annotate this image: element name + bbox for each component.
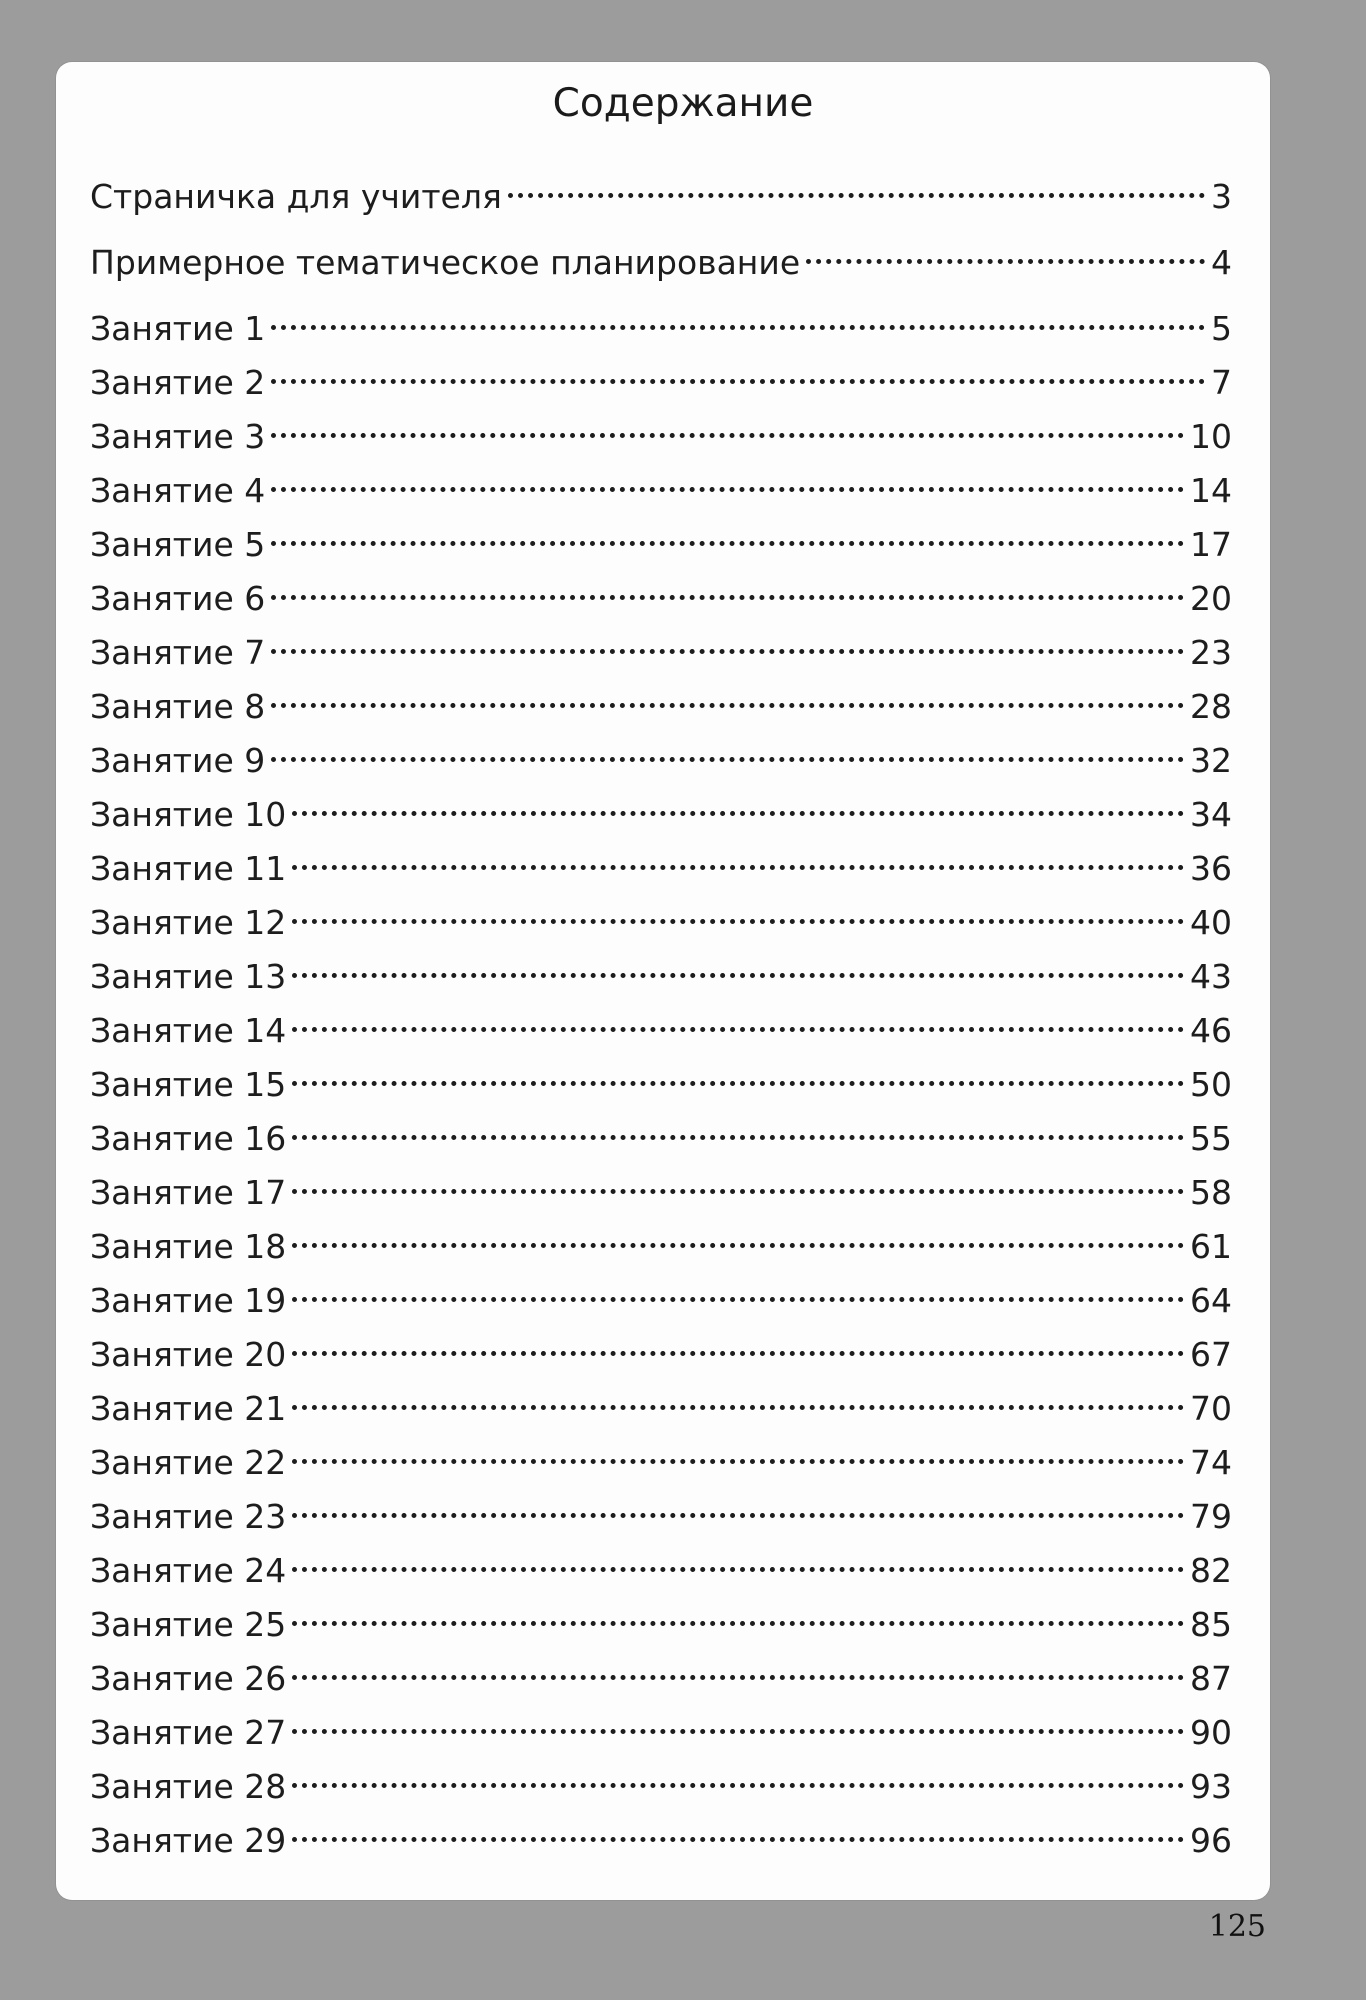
toc-row[interactable] xyxy=(90,236,1232,290)
toc-leader-dots xyxy=(271,649,1184,654)
toc-entry-label: Примерное тематическое планирование xyxy=(90,243,801,282)
toc-leader-dots xyxy=(292,919,1184,924)
toc-row[interactable] xyxy=(90,1490,1232,1544)
toc-entry-page: 7 xyxy=(1211,363,1232,402)
toc-leader-dots xyxy=(271,487,1184,492)
toc-entry-page: 40 xyxy=(1190,903,1232,942)
toc-leader-dots xyxy=(292,1567,1184,1572)
toc-row[interactable] xyxy=(90,1814,1232,1868)
toc-leader-dots xyxy=(292,1297,1184,1302)
toc-entry-page: 14 xyxy=(1190,471,1232,510)
toc-entry-label: Занятие 5 xyxy=(90,525,266,564)
toc-row[interactable] xyxy=(90,842,1232,896)
toc-row[interactable] xyxy=(90,1544,1232,1598)
toc-entry-page: 58 xyxy=(1190,1173,1232,1212)
toc-leader-dots xyxy=(292,1729,1184,1734)
toc-leader-dots xyxy=(271,595,1184,600)
table-of-contents xyxy=(90,170,1232,1868)
toc-row[interactable] xyxy=(90,950,1232,1004)
toc-leader-dots xyxy=(292,1675,1184,1680)
toc-entry-page: 90 xyxy=(1190,1713,1232,1752)
toc-leader-dots xyxy=(292,1513,1184,1518)
toc-entry-page: 82 xyxy=(1190,1551,1232,1590)
toc-entry-label: Занятие 1 xyxy=(90,309,266,348)
toc-entry-label: Занятие 10 xyxy=(90,795,287,834)
toc-entry-page: 74 xyxy=(1190,1443,1232,1482)
toc-entry-label: Страничка для учителя xyxy=(90,177,502,216)
page-number: 125 xyxy=(1208,1909,1266,1944)
toc-leader-dots xyxy=(292,1243,1184,1248)
toc-leader-dots xyxy=(271,541,1184,546)
toc-entry-label: Занятие 3 xyxy=(90,417,266,456)
toc-leader-dots xyxy=(292,1459,1184,1464)
toc-row[interactable] xyxy=(90,302,1232,356)
toc-leader-dots xyxy=(292,1135,1184,1140)
toc-entry-label: Занятие 17 xyxy=(90,1173,287,1212)
toc-entry-page: 93 xyxy=(1190,1767,1232,1806)
toc-row[interactable] xyxy=(90,1652,1232,1706)
toc-entry-label: Занятие 29 xyxy=(90,1821,287,1860)
toc-row[interactable] xyxy=(90,464,1232,518)
toc-leader-dots xyxy=(508,193,1205,198)
toc-entry-page: 79 xyxy=(1190,1497,1232,1536)
toc-entry-page: 70 xyxy=(1190,1389,1232,1428)
toc-leader-dots xyxy=(292,1081,1184,1086)
toc-entry-page: 55 xyxy=(1190,1119,1232,1158)
toc-row[interactable] xyxy=(90,1274,1232,1328)
toc-row[interactable] xyxy=(90,572,1232,626)
toc-entry-label: Занятие 23 xyxy=(90,1497,287,1536)
toc-row[interactable] xyxy=(90,1382,1232,1436)
toc-leader-dots xyxy=(292,811,1184,816)
toc-leader-dots xyxy=(292,1405,1184,1410)
toc-leader-dots xyxy=(292,1621,1184,1626)
toc-entry-label: Занятие 2 xyxy=(90,363,266,402)
toc-entry-label: Занятие 4 xyxy=(90,471,266,510)
toc-row[interactable] xyxy=(90,1436,1232,1490)
toc-entry-label: Занятие 8 xyxy=(90,687,266,726)
toc-entry-page: 46 xyxy=(1190,1011,1232,1050)
toc-row[interactable] xyxy=(90,170,1232,224)
toc-row[interactable] xyxy=(90,734,1232,788)
toc-row[interactable] xyxy=(90,1598,1232,1652)
toc-entry-label: Занятие 9 xyxy=(90,741,266,780)
toc-entry-label: Занятие 20 xyxy=(90,1335,287,1374)
toc-row[interactable] xyxy=(90,626,1232,680)
toc-leader-dots xyxy=(292,1189,1184,1194)
toc-leader-dots xyxy=(271,703,1184,708)
toc-entry-page: 20 xyxy=(1190,579,1232,618)
toc-row[interactable] xyxy=(90,896,1232,950)
toc-leader-dots xyxy=(292,1837,1184,1842)
toc-entry-page: 43 xyxy=(1190,957,1232,996)
toc-row[interactable] xyxy=(90,680,1232,734)
toc-entry-label: Занятие 13 xyxy=(90,957,287,996)
toc-entry-page: 87 xyxy=(1190,1659,1232,1698)
toc-leader-dots xyxy=(271,379,1205,384)
toc-entry-label: Занятие 22 xyxy=(90,1443,287,1482)
toc-row[interactable] xyxy=(90,1220,1232,1274)
toc-entry-page: 34 xyxy=(1190,795,1232,834)
toc-leader-dots xyxy=(292,865,1184,870)
toc-entry-page: 17 xyxy=(1190,525,1232,564)
toc-leader-dots xyxy=(292,1783,1184,1788)
toc-row[interactable] xyxy=(90,1004,1232,1058)
toc-entry-label: Занятие 14 xyxy=(90,1011,287,1050)
toc-leader-dots xyxy=(292,1351,1184,1356)
toc-leader-dots xyxy=(271,757,1184,762)
toc-entry-page: 64 xyxy=(1190,1281,1232,1320)
toc-entry-label: Занятие 27 xyxy=(90,1713,287,1752)
toc-leader-dots xyxy=(292,973,1184,978)
toc-entry-label: Занятие 26 xyxy=(90,1659,287,1698)
toc-row[interactable] xyxy=(90,1760,1232,1814)
toc-row[interactable] xyxy=(90,1706,1232,1760)
toc-entry-page: 36 xyxy=(1190,849,1232,888)
toc-entry-page: 28 xyxy=(1190,687,1232,726)
toc-entry-label: Занятие 11 xyxy=(90,849,287,888)
toc-row[interactable] xyxy=(90,1328,1232,1382)
toc-row[interactable] xyxy=(90,1058,1232,1112)
toc-entry-label: Занятие 12 xyxy=(90,903,287,942)
toc-entry-label: Занятие 24 xyxy=(90,1551,287,1590)
toc-entry-page: 50 xyxy=(1190,1065,1232,1104)
toc-row[interactable] xyxy=(90,788,1232,842)
toc-row[interactable] xyxy=(90,518,1232,572)
toc-row[interactable] xyxy=(90,1112,1232,1166)
toc-entry-label: Занятие 28 xyxy=(90,1767,287,1806)
toc-entry-label: Занятие 18 xyxy=(90,1227,287,1266)
page-title: Содержание xyxy=(552,81,814,126)
toc-row[interactable] xyxy=(90,1166,1232,1220)
toc-entry-label: Занятие 15 xyxy=(90,1065,287,1104)
toc-entry-label: Занятие 7 xyxy=(90,633,266,672)
toc-entry-page: 10 xyxy=(1190,417,1232,456)
toc-row[interactable] xyxy=(90,410,1232,464)
toc-entry-page: 5 xyxy=(1211,309,1232,348)
toc-leader-dots xyxy=(271,433,1184,438)
toc-entry-page: 85 xyxy=(1190,1605,1232,1644)
toc-entry-label: Занятие 16 xyxy=(90,1119,287,1158)
toc-entry-label: Занятие 21 xyxy=(90,1389,287,1428)
toc-row[interactable] xyxy=(90,356,1232,410)
toc-entry-page: 96 xyxy=(1190,1821,1232,1860)
toc-entry-label: Занятие 25 xyxy=(90,1605,287,1644)
toc-entry-page: 3 xyxy=(1211,177,1232,216)
toc-leader-dots xyxy=(806,259,1205,264)
toc-leader-dots xyxy=(271,325,1205,330)
toc-entry-label: Занятие 6 xyxy=(90,579,266,618)
toc-entry-label: Занятие 19 xyxy=(90,1281,287,1320)
toc-entry-page: 67 xyxy=(1190,1335,1232,1374)
toc-leader-dots xyxy=(292,1027,1184,1032)
toc-entry-page: 23 xyxy=(1190,633,1232,672)
toc-entry-page: 61 xyxy=(1190,1227,1232,1266)
toc-entry-page: 4 xyxy=(1211,243,1232,282)
toc-entry-page: 32 xyxy=(1190,741,1232,780)
